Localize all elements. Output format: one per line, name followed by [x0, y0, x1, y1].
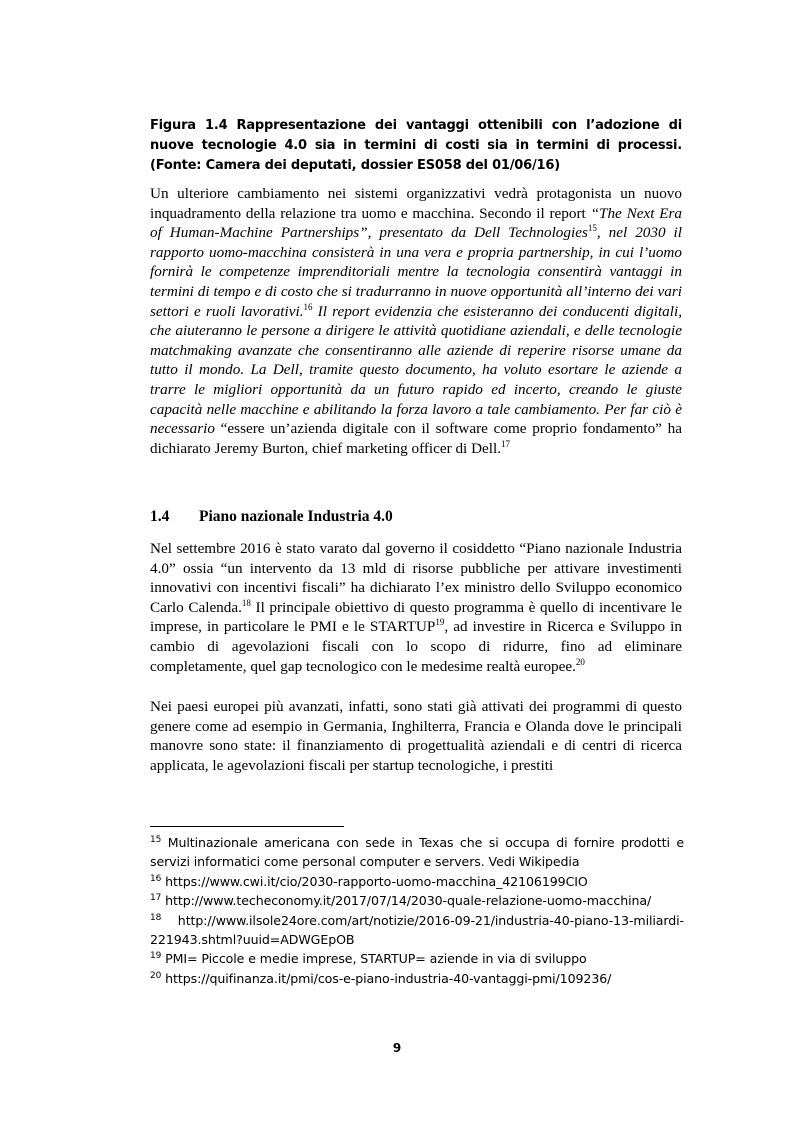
footnote-ref[interactable]: 16 [303, 301, 313, 312]
paragraph-text: Il principale obiettivo di questo programma è quello di incentivare le imprese, in particolare le PMI e le STARTUP [150, 598, 682, 636]
italic-report-text: Il report evidenzia che esisteranno dei conducenti digitali, che aiuteranno le persone a dirigere le attività quotidiane aziendali, e delle tecnologie matchmaking avanzate che consentiranno alle aziende di reperire risorse umane da tutto il mondo. La Dell, tramite questo documento, ha voluto esortare le aziende a trarre le migliori opportunità da un futuro rapido ed incerto, creando le giuste capacità nelle macchine e abilitando la forza lavoro a tale cambiamento. Per far ciò è necessario [150, 302, 682, 438]
paragraph-paesi-europei: Nei paesi europei più avanzati, infatti, sono stati già attivati dei programmi di questo genere come ad esempio in Germania, Inghilterra, Francia e Olanda dove le principali manovre sono state: il finanziamento di progettualità aziendali e di centri di ricerca applicata, le agevolazioni fiscali per startup tecnologiche, i prestiti [150, 698, 682, 774]
footnotes [150, 833, 684, 988]
footnote-ref[interactable]: 17 [501, 438, 511, 449]
paragraph-text: Un ulteriore cambiamento nei sistemi organizzativi vedrà protagonista un nuovo inquadramento della relazione tra uomo e macchina. Secondo il report [150, 185, 682, 222]
footnote-separator [150, 826, 344, 827]
footnote-link[interactable]: http://www.techeconomy.it/2017/07/14/2030-quale-relazione-uomo-macchina/ [161, 893, 652, 909]
footnote-link[interactable]: https://www.cwi.it/cio/2030-rapporto-uomo-macchina_42106199CIO [161, 873, 588, 889]
footnote-17[interactable] [150, 891, 684, 910]
footnote-number: 16 [150, 873, 162, 884]
section-number: 1.4 [150, 508, 170, 525]
footnote-number: 17 [150, 893, 162, 904]
footnote-ref[interactable]: 19 [435, 617, 445, 628]
footnote-text: PMI= Piccole e medie imprese, STARTUP= aziende in via di sviluppo [161, 951, 587, 967]
footnote-link[interactable]: https://quifinanza.it/pmi/cos-e-piano-industria-40-vantaggi-pmi/109236/ [161, 970, 612, 986]
footnote-link[interactable]: http://www.ilsole24ore.com/art/notizie/2016-09-21/industria-40-piano-13-miliardi-221943.shtml?uuid=ADWGEpOB [150, 912, 684, 948]
footnote-number: 18 [150, 912, 162, 923]
page-number: 9 [392, 1041, 402, 1055]
footnote-text: Multinazionale americana con sede in Texas che si occupa di fornire prodotti e servizi informatici come personal computer e servers. Vedi Wikipedia [150, 835, 684, 870]
italic-report-text: , nel 2030 il rapporto uomo-macchina consisterà in una vera e propria partnership, in cui l’uomo fornirà le competenze imprenditoriali mentre la tecnologia consentirà vantaggi in termini di tempo e di costo che si tradurranno in nuove opportunità all’interno dei vari settori e ruoli lavorativi. [150, 224, 682, 320]
italic-report-text: “The Next Era of Human-Machine Partnerships”, presentato da Dell Technologies [150, 204, 682, 242]
paragraph-text: , ad investire in Ricerca e Sviluppo in cambio di agevolazioni fiscali con lo scopo di ridurre, fino ad eliminare completamente, quel gap tecnologico con le medesime realtà europee. [150, 618, 682, 675]
quote-text: “essere un’azienda digitale con il software come proprio fondamento” ha dichiarato Jeremy Burton, chief marketing officer di Dell. [150, 420, 682, 457]
paragraph-human-machine [150, 184, 682, 458]
paragraph-text: Nel settembre 2016 è stato varato dal governo il cosiddetto “Piano nazionale Industria 4.0” ossia “un intervento da 13 mld di risorse pubbliche per attivare investimenti innovativi con incentivi fiscali” ha dichiarato l’ex ministro dello Sviluppo economico Carlo Calenda. [150, 540, 682, 616]
footnote-19 [150, 949, 684, 968]
footnote-16[interactable] [150, 872, 684, 891]
footnote-number: 15 [150, 834, 162, 845]
footnote-15 [150, 833, 684, 872]
section-title: Piano nazionale Industria 4.0 [199, 508, 393, 525]
footnote-number: 20 [150, 970, 162, 981]
footnote-ref[interactable]: 20 [575, 656, 585, 667]
footnote-ref[interactable]: 15 [587, 223, 597, 234]
footnote-18[interactable] [150, 911, 684, 950]
figure-caption: Figura 1.4 Rappresentazione dei vantaggi ottenibili con l’adozione di nuove tecnologie 4.0 sia in termini di costi sia in termini di processi. (Fonte: Camera dei deputati, dossier ES058 del 01/06/16) [150, 118, 682, 173]
paragraph-piano-nazionale [150, 539, 682, 676]
footnote-ref[interactable]: 18 [241, 597, 251, 608]
section-heading [150, 507, 682, 527]
footnote-20[interactable] [150, 969, 684, 988]
footnote-number: 19 [150, 951, 162, 962]
